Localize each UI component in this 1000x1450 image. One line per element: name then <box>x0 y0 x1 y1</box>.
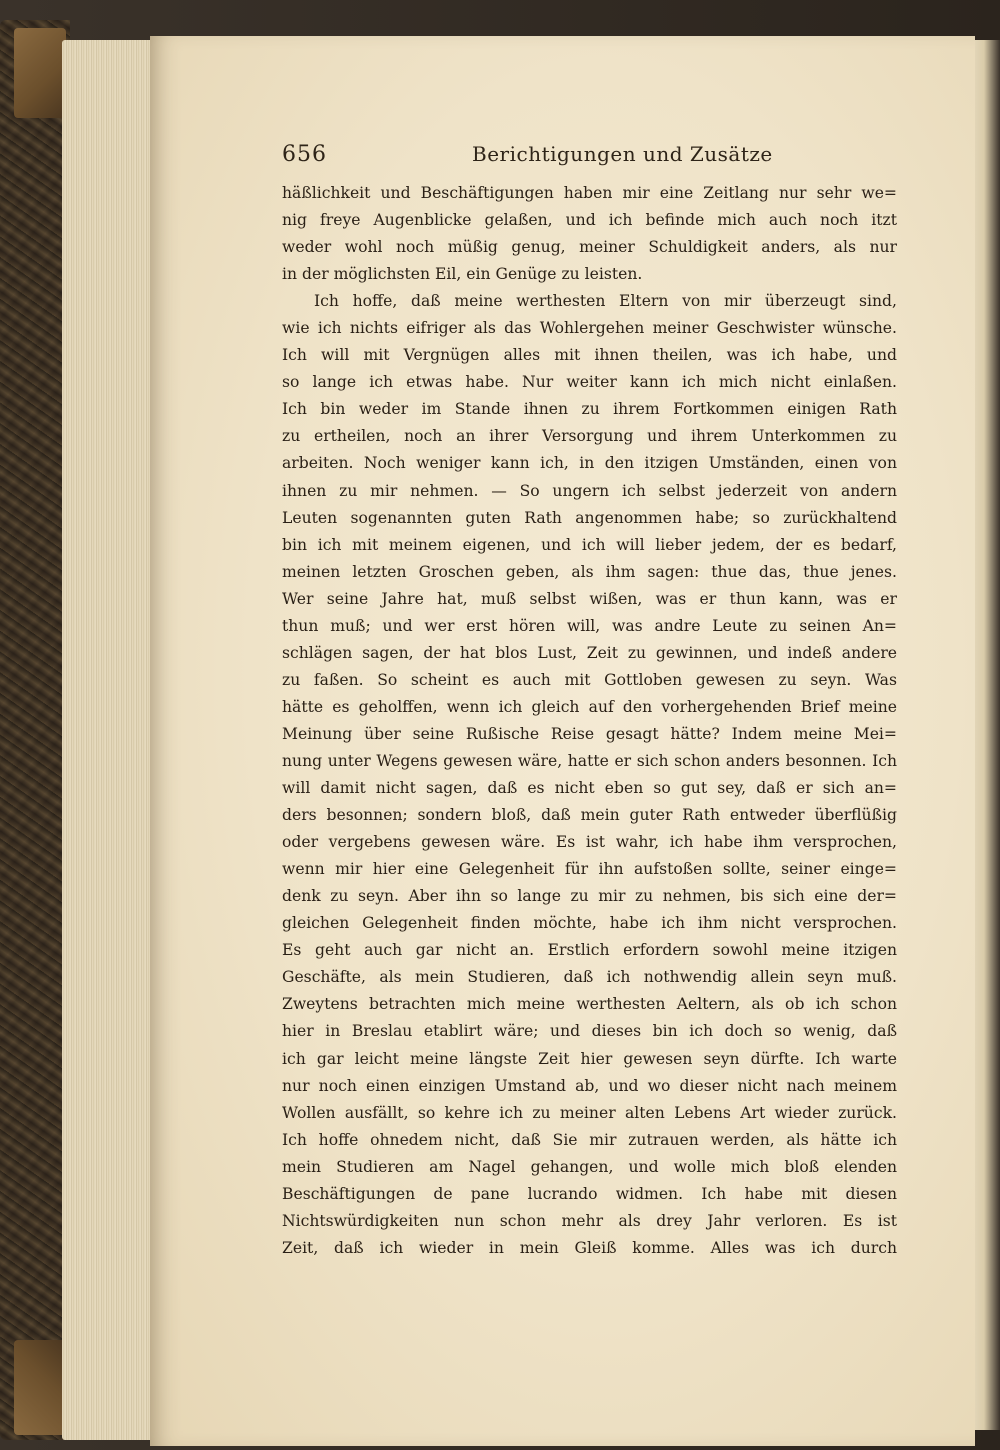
text-line: ihnen zu mir nehmen. — So ungern ich selbst jederzeit von andern <box>282 481 897 500</box>
text-line: ders besonnen; sondern bloß, daß mein guter Rath entweder überflüßig <box>282 806 897 825</box>
text-line: Geschäfte, als mein Studieren, daß ich nothwendig allein seyn muß. <box>282 968 897 987</box>
page-header <box>282 138 897 174</box>
text-line: nung unter Wegens gewesen wäre, hatte er sich schon anders besonnen. Ich <box>282 751 897 770</box>
text-line: Ich hoffe, daß meine werthesten Eltern von mir überzeugt sind, <box>314 292 897 311</box>
text-line: Es geht auch gar nicht an. Erstlich erfordern sowohl meine itzigen <box>282 941 897 960</box>
text-line: Wer seine Jahre hat, muß selbst wißen, was er thun kann, was er <box>282 589 897 608</box>
text-line: Leuten sogenannten guten Rath angenommen habe; so zurückhaltend <box>282 508 897 527</box>
text-line: Zweytens betrachten mich meine werthesten Aeltern, als ob ich schon <box>282 995 897 1014</box>
cover-corner-top <box>14 28 66 118</box>
text-line: Wollen ausfällt, so kehre ich zu meiner alten Lebens Art wieder zurück. <box>282 1103 897 1122</box>
text-line: so lange ich etwas habe. Nur weiter kann ich mich nicht einlaßen. <box>282 373 897 392</box>
text-line: denk zu seyn. Aber ihn so lange zu mir zu nehmen, bis sich eine der= <box>282 887 897 906</box>
text-line: in der möglichsten Eil, ein Genüge zu leisten. <box>282 265 643 284</box>
text-line: Zeit, daß ich wieder in mein Gleiß komme. Alles was ich durch <box>282 1238 897 1257</box>
book-cover <box>0 20 70 1440</box>
page-edges <box>62 40 152 1440</box>
text-line: will damit nicht sagen, daß es nicht eben so gut sey, daß er sich an= <box>282 779 897 798</box>
running-head: Berichtigungen und Zusätze <box>472 142 773 166</box>
text-line: meinen letzten Groschen geben, als ihm sagen: thue das, thue jenes. <box>282 562 897 581</box>
text-line: ich gar leicht meine längste Zeit hier gewesen seyn dürfte. Ich warte <box>282 1049 897 1068</box>
text-line: gleichen Gelegenheit finden möchte, habe ich ihm nicht versprochen. <box>282 914 897 933</box>
text-line: weder wohl noch müßig genug, meiner Schuldigkeit anders, als nur <box>282 238 897 257</box>
text-line: Meinung über seine Rußische Reise gesagt hätte? Indem meine Mei= <box>282 724 897 743</box>
cover-corner-bottom <box>14 1340 66 1435</box>
text-line: Ich will mit Vergnügen alles mit ihnen theilen, was ich habe, und <box>282 346 897 365</box>
text-line: oder vergebens gewesen wäre. Es ist wahr, ich habe ihm versprochen, <box>282 833 897 852</box>
text-line: zu faßen. So scheint es auch mit Gottloben gewesen zu seyn. Was <box>282 670 897 689</box>
text-line: zu ertheilen, noch an ihrer Versorgung und ihrem Unterkommen zu <box>282 427 897 446</box>
text-line: nig freye Augenblicke gelaßen, und ich befinde mich auch noch itzt <box>282 211 897 230</box>
body-text <box>282 180 897 1262</box>
text-line: hier in Breslau etablirt wäre; und dieses bin ich doch so wenig, daß <box>282 1022 897 1041</box>
text-line: wenn mir hier eine Gelegenheit für ihn aufstoßen sollte, seiner einge= <box>282 860 897 879</box>
text-line: Ich hoffe ohnedem nicht, daß Sie mir zutrauen werden, als hätte ich <box>282 1130 897 1149</box>
text-line: Ich bin weder im Stande ihnen zu ihrem Fortkommen einigen Rath <box>282 400 897 419</box>
text-line: mein Studieren am Nagel gehangen, und wolle mich bloß elenden <box>282 1157 897 1176</box>
text-line: Beschäftigungen de pane lucrando widmen. Ich habe mit diesen <box>282 1184 897 1203</box>
text-line: bin ich mit meinem eigenen, und ich will lieber jedem, der es bedarf, <box>282 535 897 554</box>
text-line: wie ich nichts eifriger als das Wohlergehen meiner Geschwister wünsche. <box>282 319 897 338</box>
text-line: thun muß; und wer erst hören will, was andre Leute zu seinen An= <box>282 616 897 635</box>
page-number: 656 <box>282 142 327 167</box>
text-line: Nichtswürdigkeiten nun schon mehr als drey Jahr verloren. Es ist <box>282 1211 897 1230</box>
text-line: schlägen sagen, der hat blos Lust, Zeit zu gewinnen, und indeß andere <box>282 643 897 662</box>
text-line: nur noch einen einzigen Umstand ab, und wo dieser nicht nach meinem <box>282 1076 897 1095</box>
text-line: häßlichkeit und Beschäftigungen haben mir eine Zeitlang nur sehr we= <box>282 184 897 202</box>
text-line: arbeiten. Noch weniger kann ich, in den itzigen Umständen, einen von <box>282 454 897 473</box>
text-line: hätte es geholffen, wenn ich gleich auf den vorhergehenden Brief meine <box>282 697 897 716</box>
